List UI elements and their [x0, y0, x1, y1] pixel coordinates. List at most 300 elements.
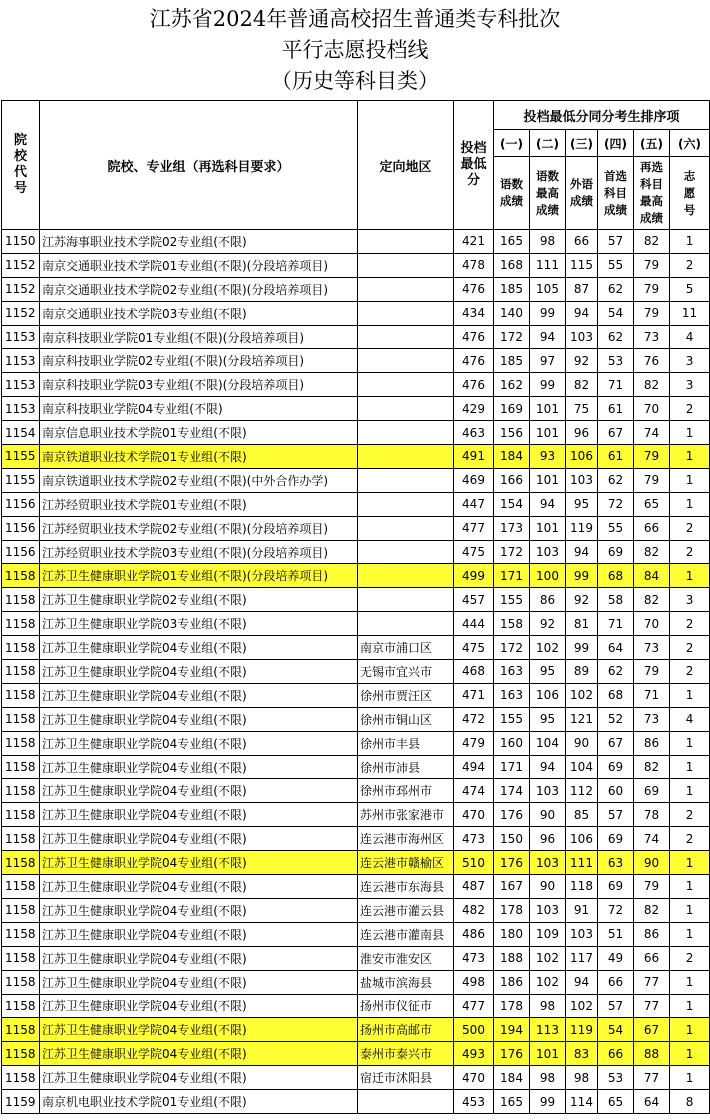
header-tb-num-1: (一) [494, 130, 530, 157]
cell-tb-4: 65 [598, 1090, 634, 1114]
cell-tb-5: 82 [634, 540, 670, 564]
cell-tb-1: 162 [494, 373, 530, 397]
table-row [2, 445, 710, 469]
cell-tb-5: 76 [634, 349, 670, 373]
cell-code: 1158 [2, 946, 40, 970]
table-row [2, 922, 710, 946]
cell-tb-5: 78 [634, 803, 670, 827]
cell-score: 434 [454, 301, 494, 325]
cell-tb-3: 112 [566, 779, 598, 803]
table-row [2, 755, 710, 779]
cell-tb-1: 188 [494, 946, 530, 970]
cell-score: 457 [454, 588, 494, 612]
cell-tb-1: 178 [494, 994, 530, 1018]
cell-score: 453 [454, 1090, 494, 1114]
cell-score: 482 [454, 898, 494, 922]
header-tb-label-1 [494, 157, 530, 230]
header-tb-num-3: (三) [566, 130, 598, 157]
header-tb-label-3-text: 外语成绩 [570, 177, 593, 208]
cell-tb-1: 163 [494, 683, 530, 707]
title-line-3: （历史等科目类） [271, 69, 439, 93]
header-tb-num-2: (二) [530, 130, 566, 157]
cell-tb-5: 86 [634, 731, 670, 755]
cell-tb-5: 79 [634, 445, 670, 469]
cell-region: 扬州市仪征市 [358, 994, 454, 1018]
cell-tb-3: 119 [566, 1018, 598, 1042]
cell-tb-4: 66 [598, 1042, 634, 1066]
cell-tb-4: 49 [598, 946, 634, 970]
cell-code: 1153 [2, 373, 40, 397]
cell-tb-4: 66 [598, 970, 634, 994]
cell-tb-3: 75 [566, 397, 598, 421]
cell-tb-4: 55 [598, 516, 634, 540]
cell-tb-1: 178 [494, 898, 530, 922]
cell-score: 478 [454, 253, 494, 277]
cell-tb-4: 63 [598, 851, 634, 875]
cell-tb-6: 2 [670, 516, 710, 540]
cell-score: 476 [454, 373, 494, 397]
cell-tb-3: 99 [566, 636, 598, 660]
cell-tb-5: 74 [634, 827, 670, 851]
cell-tb-1: 194 [494, 1018, 530, 1042]
cell-code: 1158 [2, 588, 40, 612]
cell-tb-6: 11 [670, 301, 710, 325]
table-row [2, 230, 710, 254]
table-row [2, 612, 710, 636]
cell-tb-6: 2 [670, 253, 710, 277]
cell-tb-6: 2 [670, 660, 710, 684]
cell-region [358, 301, 454, 325]
cell-region [358, 230, 454, 254]
table-row [2, 875, 710, 899]
cell-tb-1: 176 [494, 803, 530, 827]
table-row [2, 468, 710, 492]
cell-code: 1158 [2, 564, 40, 588]
cell-name: 江苏卫生健康职业学院04专业组(不限) [40, 994, 358, 1018]
cell-score: 479 [454, 731, 494, 755]
header-tb-label-3 [566, 157, 598, 230]
cell-code: 1155 [2, 445, 40, 469]
cell-tb-6: 2 [670, 946, 710, 970]
cell-region: 连云港市海州区 [358, 827, 454, 851]
cell-score: 468 [454, 660, 494, 684]
cell-region [358, 612, 454, 636]
cell-code: 1158 [2, 1018, 40, 1042]
cell-tb-6: 1 [670, 1018, 710, 1042]
cell-tb-6: 1 [670, 851, 710, 875]
cell-tb-4: 52 [598, 707, 634, 731]
header-score [454, 101, 494, 230]
cell-region: 南京市浦口区 [358, 636, 454, 660]
cell-code: 1158 [2, 851, 40, 875]
cell-tb-5: 66 [634, 516, 670, 540]
cell-region: 淮安市淮安区 [358, 946, 454, 970]
cell-score: 471 [454, 683, 494, 707]
table-row [2, 325, 710, 349]
cell-code: 1158 [2, 970, 40, 994]
cell-tb-6: 1 [670, 779, 710, 803]
cell-tb-1: 150 [494, 827, 530, 851]
cell-tb-5: 77 [634, 970, 670, 994]
cell-tb-3: 83 [566, 1042, 598, 1066]
cell-score: 475 [454, 540, 494, 564]
cell-tb-3: 98 [566, 1066, 598, 1090]
cell-tb-4: 69 [598, 875, 634, 899]
cell-name: 江苏卫生健康职业学院04专业组(不限) [40, 1066, 358, 1090]
cell-tb-1: 155 [494, 707, 530, 731]
cell-region: 徐州市铜山区 [358, 707, 454, 731]
cell-tb-4: 62 [598, 660, 634, 684]
cell-code: 1158 [2, 898, 40, 922]
cell-tb-1: 166 [494, 468, 530, 492]
cell-code: 1158 [2, 827, 40, 851]
header-tiebreak-group: 投档最低分同分考生排序项 [494, 101, 710, 130]
cell-name: 江苏卫生健康职业学院04专业组(不限) [40, 683, 358, 707]
cell-tb-6: 1 [670, 564, 710, 588]
cell-tb-3: 92 [566, 349, 598, 373]
cell-score: 470 [454, 803, 494, 827]
cell-tb-4: 62 [598, 277, 634, 301]
cell-tb-3: 102 [566, 683, 598, 707]
cell-name: 南京科技职业学院01专业组(不限)(分段培养项目) [40, 325, 358, 349]
table-row [2, 1018, 710, 1042]
header-tb-label-6-text: 志愿号 [683, 168, 696, 217]
table-row [2, 731, 710, 755]
cell-code: 1156 [2, 540, 40, 564]
cell-name: 南京信息职业技术学院01专业组(不限) [40, 421, 358, 445]
cell-tb-4: 64 [598, 636, 634, 660]
cell-tb-6: 2 [670, 540, 710, 564]
cell-score: 476 [454, 349, 494, 373]
cell-tb-3: 115 [566, 253, 598, 277]
cell-code: 1158 [2, 922, 40, 946]
cell-tb-4: 69 [598, 755, 634, 779]
cell-region [358, 277, 454, 301]
cell-tb-5: 77 [634, 994, 670, 1018]
cell-name: 江苏卫生健康职业学院03专业组(不限) [40, 612, 358, 636]
cell-name: 江苏卫生健康职业学院02专业组(不限) [40, 588, 358, 612]
cell-tb-1: 180 [494, 922, 530, 946]
cell-score: 487 [454, 875, 494, 899]
cell-tb-1: 171 [494, 564, 530, 588]
cell-score: 476 [454, 325, 494, 349]
header-tb-label-4-text: 首选科目成绩 [604, 168, 627, 217]
cell-tb-6: 1 [670, 994, 710, 1018]
cell-tb-4: 68 [598, 564, 634, 588]
cell-tb-2: 98 [530, 994, 566, 1018]
cell-tb-1: 160 [494, 731, 530, 755]
cell-code: 1153 [2, 325, 40, 349]
cell-code: 1156 [2, 516, 40, 540]
cell-tb-6: 1 [670, 922, 710, 946]
cell-score: 463 [454, 421, 494, 445]
cell-tb-4: 53 [598, 1066, 634, 1090]
table-row [2, 564, 710, 588]
cell-tb-3: 119 [566, 516, 598, 540]
cell-region [358, 588, 454, 612]
table-row [2, 707, 710, 731]
cell-name: 江苏卫生健康职业学院04专业组(不限) [40, 660, 358, 684]
cell-tb-4: 57 [598, 803, 634, 827]
cell-region: 苏州市张家港市 [358, 803, 454, 827]
cell-name: 江苏海事职业技术学院02专业组(不限) [40, 230, 358, 254]
cell-name: 南京机电职业技术学院01专业组(不限) [40, 1090, 358, 1114]
header-tb-label-2 [530, 157, 566, 230]
cell-tb-5: 71 [634, 683, 670, 707]
table-row [2, 421, 710, 445]
cell-region [358, 1090, 454, 1114]
cell-name: 江苏卫生健康职业学院04专业组(不限) [40, 803, 358, 827]
cell-code: 1158 [2, 636, 40, 660]
cell-region [358, 492, 454, 516]
table-row [2, 373, 710, 397]
cell-tb-6: 1 [670, 421, 710, 445]
cell-tb-3: 94 [566, 540, 598, 564]
cell-code: 1158 [2, 707, 40, 731]
cell-score: 469 [454, 468, 494, 492]
cell-tb-3: 85 [566, 803, 598, 827]
cell-tb-1: 140 [494, 301, 530, 325]
cell-tb-3: 94 [566, 970, 598, 994]
cell-region: 徐州市邳州市 [358, 779, 454, 803]
cell-score: 494 [454, 755, 494, 779]
cell-tb-1: 167 [494, 875, 530, 899]
cell-tb-1: 184 [494, 1066, 530, 1090]
cell-tb-4: 72 [598, 898, 634, 922]
cell-name: 江苏经贸职业技术学院03专业组(不限)(分段培养项目) [40, 540, 358, 564]
cell-tb-5: 82 [634, 755, 670, 779]
cell-name: 南京科技职业学院04专业组(不限) [40, 397, 358, 421]
cell-name: 南京铁道职业技术学院02专业组(不限)(中外合作办学) [40, 468, 358, 492]
cell-tb-3: 81 [566, 612, 598, 636]
cell-tb-2: 106 [530, 683, 566, 707]
cell-name: 江苏卫生健康职业学院01专业组(不限)(分段培养项目) [40, 564, 358, 588]
cell-tb-5: 79 [634, 277, 670, 301]
cell-tb-2: 102 [530, 636, 566, 660]
cell-tb-1: 184 [494, 445, 530, 469]
cell-score: 498 [454, 970, 494, 994]
cell-tb-3: 118 [566, 875, 598, 899]
cell-tb-2: 111 [530, 253, 566, 277]
cell-tb-4: 53 [598, 349, 634, 373]
cell-code: 1158 [2, 1066, 40, 1090]
cell-tb-3: 121 [566, 707, 598, 731]
cell-tb-5: 79 [634, 301, 670, 325]
cell-tb-6: 1 [670, 755, 710, 779]
cell-tb-5: 64 [634, 1090, 670, 1114]
cell-tb-2: 101 [530, 468, 566, 492]
cell-score: 473 [454, 946, 494, 970]
cell-tb-2: 90 [530, 875, 566, 899]
cell-tb-5: 70 [634, 397, 670, 421]
cell-tb-1: 172 [494, 325, 530, 349]
cell-tb-6: 1 [670, 492, 710, 516]
header-tb-label-6 [670, 157, 710, 230]
cell-tb-5: 82 [634, 373, 670, 397]
cell-tb-5: 82 [634, 230, 670, 254]
cell-tb-5: 73 [634, 636, 670, 660]
cell-tb-3: 89 [566, 660, 598, 684]
table-row [2, 1042, 710, 1066]
cell-tb-3: 92 [566, 588, 598, 612]
cell-code: 1158 [2, 875, 40, 899]
cell-tb-6: 4 [670, 325, 710, 349]
cell-tb-6: 1 [670, 1042, 710, 1066]
cell-name: 江苏卫生健康职业学院04专业组(不限) [40, 922, 358, 946]
cell-region: 徐州市丰县 [358, 731, 454, 755]
cell-tb-4: 58 [598, 588, 634, 612]
cell-tb-1: 185 [494, 349, 530, 373]
admission-score-table [1, 100, 710, 1114]
header-code [2, 101, 40, 230]
table-row [2, 1066, 710, 1090]
cell-tb-4: 72 [598, 492, 634, 516]
cell-tb-4: 69 [598, 827, 634, 851]
cell-score: 475 [454, 636, 494, 660]
table-row [2, 683, 710, 707]
header-tb-label-5-text: 再选科目最高成绩 [640, 160, 663, 225]
cell-name: 江苏卫生健康职业学院04专业组(不限) [40, 779, 358, 803]
cell-region [358, 397, 454, 421]
header-tb-label-1-text: 语数成绩 [500, 177, 523, 208]
cell-tb-4: 54 [598, 1018, 634, 1042]
table-row [2, 970, 710, 994]
cell-tb-2: 103 [530, 898, 566, 922]
cell-tb-6: 1 [670, 731, 710, 755]
cell-tb-2: 101 [530, 421, 566, 445]
cell-tb-2: 98 [530, 1066, 566, 1090]
cell-tb-2: 101 [530, 1042, 566, 1066]
cell-tb-3: 103 [566, 468, 598, 492]
cell-score: 447 [454, 492, 494, 516]
cell-tb-4: 54 [598, 301, 634, 325]
cell-tb-6: 2 [670, 612, 710, 636]
cell-tb-1: 173 [494, 516, 530, 540]
cell-tb-1: 155 [494, 588, 530, 612]
cell-region: 徐州市贾汪区 [358, 683, 454, 707]
table-row [2, 349, 710, 373]
cell-tb-4: 69 [598, 540, 634, 564]
table-row [2, 779, 710, 803]
cell-tb-3: 103 [566, 325, 598, 349]
table-row [2, 898, 710, 922]
cell-tb-1: 165 [494, 1090, 530, 1114]
cell-tb-3: 104 [566, 755, 598, 779]
cell-tb-3: 106 [566, 445, 598, 469]
cell-code: 1158 [2, 683, 40, 707]
cell-tb-6: 2 [670, 827, 710, 851]
cell-name: 江苏卫生健康职业学院04专业组(不限) [40, 755, 358, 779]
header-name: 院校、专业组（再选科目要求） [40, 101, 358, 230]
cell-code: 1153 [2, 349, 40, 373]
cell-code: 1158 [2, 1042, 40, 1066]
cell-tb-5: 74 [634, 421, 670, 445]
header-tb-label-2-text: 语数最高成绩 [536, 168, 559, 217]
cell-code: 1158 [2, 612, 40, 636]
cell-region [358, 564, 454, 588]
header-region: 定向地区 [358, 101, 454, 230]
cell-score: 477 [454, 516, 494, 540]
cell-tb-2: 103 [530, 540, 566, 564]
cell-code: 1158 [2, 994, 40, 1018]
table-row [2, 540, 710, 564]
cell-tb-1: 176 [494, 851, 530, 875]
title-line-2: 平行志愿投档线 [281, 38, 429, 62]
title-line-1: 江苏省2024年普通高校招生普通类专科批次 [149, 7, 561, 31]
cell-tb-3: 106 [566, 827, 598, 851]
cell-score: 421 [454, 230, 494, 254]
cell-name: 江苏卫生健康职业学院04专业组(不限) [40, 1042, 358, 1066]
cell-name: 江苏卫生健康职业学院04专业组(不限) [40, 851, 358, 875]
cell-tb-3: 114 [566, 1090, 598, 1114]
cell-tb-4: 61 [598, 445, 634, 469]
cell-tb-1: 172 [494, 540, 530, 564]
cell-tb-6: 2 [670, 397, 710, 421]
cell-tb-1: 158 [494, 612, 530, 636]
cell-tb-1: 172 [494, 636, 530, 660]
cell-score: 510 [454, 851, 494, 875]
cell-region: 连云港市灌南县 [358, 922, 454, 946]
cell-tb-4: 62 [598, 468, 634, 492]
cell-tb-2: 103 [530, 851, 566, 875]
cell-tb-4: 62 [598, 325, 634, 349]
cell-score: 493 [454, 1042, 494, 1066]
cell-name: 江苏卫生健康职业学院04专业组(不限) [40, 898, 358, 922]
cell-tb-3: 95 [566, 492, 598, 516]
table-row [2, 253, 710, 277]
cell-tb-1: 176 [494, 1042, 530, 1066]
cell-score: 486 [454, 922, 494, 946]
header-tb-label-5 [634, 157, 670, 230]
cell-tb-2: 104 [530, 731, 566, 755]
table-row [2, 588, 710, 612]
table-row [2, 301, 710, 325]
cell-code: 1158 [2, 731, 40, 755]
table-row [2, 994, 710, 1018]
document-title [0, 0, 710, 100]
cell-tb-6: 3 [670, 349, 710, 373]
cell-code: 1153 [2, 397, 40, 421]
cell-score: 472 [454, 707, 494, 731]
cell-tb-2: 94 [530, 492, 566, 516]
cell-region: 扬州市高邮市 [358, 1018, 454, 1042]
cell-name: 江苏卫生健康职业学院04专业组(不限) [40, 827, 358, 851]
cell-tb-5: 88 [634, 1042, 670, 1066]
cell-code: 1156 [2, 492, 40, 516]
cell-region [358, 325, 454, 349]
cell-name: 南京交通职业技术学院02专业组(不限)(分段培养项目) [40, 277, 358, 301]
cell-tb-6: 2 [670, 636, 710, 660]
table-row [2, 827, 710, 851]
table-row [2, 397, 710, 421]
cell-tb-6: 1 [670, 875, 710, 899]
cell-tb-5: 79 [634, 660, 670, 684]
cell-region: 宿迁市沭阳县 [358, 1066, 454, 1090]
cell-tb-2: 101 [530, 516, 566, 540]
cell-tb-5: 79 [634, 468, 670, 492]
cell-tb-5: 82 [634, 588, 670, 612]
cell-tb-6: 1 [670, 468, 710, 492]
cell-tb-5: 84 [634, 564, 670, 588]
cell-tb-3: 94 [566, 301, 598, 325]
cell-code: 1158 [2, 755, 40, 779]
cell-tb-2: 105 [530, 277, 566, 301]
cell-name: 江苏经贸职业技术学院01专业组(不限) [40, 492, 358, 516]
cell-tb-3: 103 [566, 922, 598, 946]
cell-code: 1158 [2, 803, 40, 827]
cell-tb-2: 109 [530, 922, 566, 946]
cell-region [358, 516, 454, 540]
